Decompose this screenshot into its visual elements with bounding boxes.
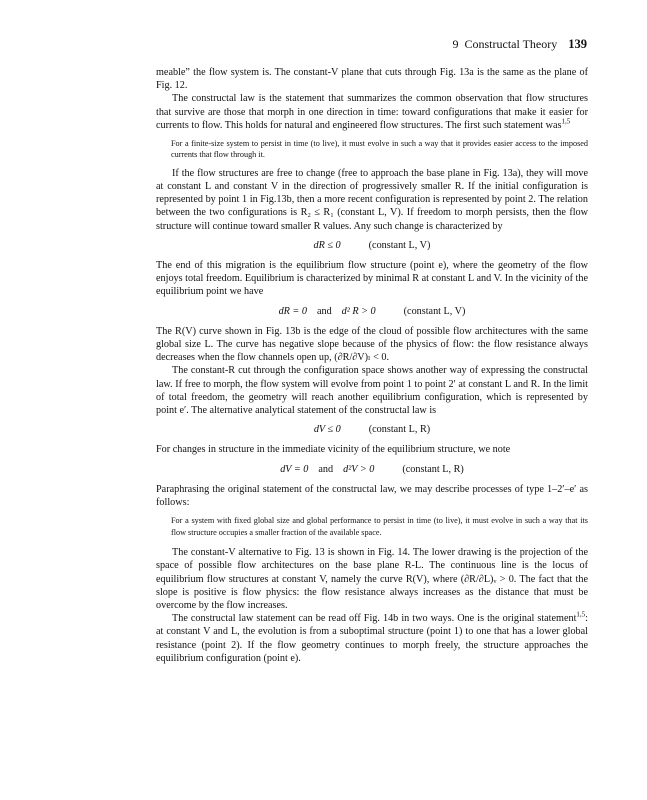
equation-condition: (constant L, V): [403, 305, 466, 317]
paragraph-equilibrium: The end of this migration is the equilibrium flow structure (point e), where the geometry of the flow enjoys total freedom. Equilibrium is characterized by minimal R at constant L and V. In the vicinity of the equilibrium point we have: [156, 260, 588, 298]
equation-expression-b: d²V > 0: [343, 463, 375, 475]
running-header: [452, 37, 587, 52]
equation-dV: [156, 423, 588, 436]
paragraph-text: The constructal law is the statement that summarizes the common observation that flow structures that survive are those that morph in one direction in time: toward configurations that make it easier for currents to flow. This holds for natural and engineered flow structures. The first such statement was: [156, 93, 588, 131]
block-quote-alternative-statement: For a system with fixed global size and global performance to persist in time (to live), it must evolve in such a way that its flow structure occupies a smaller fraction of the available space.: [171, 516, 588, 537]
equation-expression: dV ≤ 0: [313, 424, 341, 436]
paragraph-paraphrasing: Paraphrasing the original statement of the constructal law, we may describe processes of type 1–2′–e′ as follows:: [156, 483, 588, 509]
paragraph-immediate-vicinity: For changes in structure in the immediate vicinity of the equilibrium structure, we note: [156, 444, 511, 456]
equation-expression-b: d² R > 0: [341, 305, 376, 317]
paragraph-constant-v-alternative: The constant-V alternative to Fig. 13 is shown in Fig. 14. The lower drawing is the projection of the space of possible flow architectures on the base plane R-L. The continuous line is the locus of equilibrium flow structures at constant V, namely the curve R(V), where (∂R/∂L)ᵥ > 0. The fact that the slope is positive is flow physics: the flow resistance always increases as the distance that must be overcome by the flow increases.: [156, 547, 588, 611]
citation-ref: 1,5: [561, 117, 571, 126]
equation-expression-a: dV = 0: [280, 463, 309, 475]
paragraph-continuation: meable” the flow system is. The constant-V plane that cuts through Fig. 13a is the same as the plane of Fig. 12.: [156, 67, 588, 92]
paragraph-text-continued: : at constant V and L, the evolution is from a suboptimal structure (point 1) to one that has a lower global resistance (point 2). If the flow geometry continues to morph freely, the structure approaches the equilibrium configuration (point e).: [156, 613, 588, 664]
equation-dR: [156, 239, 588, 252]
paragraph-constant-r-cut: The constant-R cut through the configuration space shows another way of expressing the constructal law. If free to morph, the flow system will evolve from point 1 to point 2′ at constant L and R. In the limit of total freedom, the geometry will reach another equilibrium configuration, which is represented by point e′. The alternative analytical statement of the constructal law is: [156, 365, 588, 417]
chapter-title: Constructal Theory: [464, 37, 558, 51]
paragraph-fig14-reading: [156, 612, 588, 665]
body-text: [156, 66, 588, 665]
paragraph-constructal-law: [156, 92, 588, 132]
equation-expression: dR ≤ 0: [313, 239, 341, 251]
equation-expression-a: dR = 0: [278, 305, 307, 317]
page-number: 139: [568, 37, 587, 51]
paragraph-text: The constructal law statement can be read off Fig. 14b in two ways. One is the original statement: [172, 613, 577, 625]
equation-joiner: and: [318, 463, 334, 475]
paragraph-flow-structures: If the flow structures are free to change (free to approach the base plane in Fig. 13a), they will move at constant L and constant V in the direction of progressively smaller R. If the initial configuration is represented by point 1 in Fig.13b, then a more recent configuration is represented by point 2. The relation between the two configurations is R₂ ≤ R₁ (constant L, V). If freedom to morph persists, then the flow structure will continue toward smaller R values. Any such change is characterized by: [156, 167, 588, 232]
equation-dR-equilibrium: [156, 305, 588, 318]
paragraph-rv-curve: The R(V) curve shown in Fig. 13b is the edge of the cloud of possible flow architectures with the same global size L. The curve has negative slope because of the physics of flow: the flow resistance always decreases when the flow channels open up, (∂R/∂V)ₗ < 0.: [156, 325, 588, 364]
equation-condition: (constant L, R): [402, 463, 464, 475]
equation-joiner: and: [316, 305, 332, 317]
equation-dV-equilibrium: [156, 463, 588, 476]
equation-condition: (constant L, R): [368, 424, 431, 436]
block-quote-original-statement: For a finite-size system to persist in time (to live), it must evolve in such a way that it provides easier access to the imposed currents that flow through it.: [171, 139, 588, 160]
equation-condition: (constant L, V): [368, 239, 431, 251]
citation-ref: 1,5: [576, 610, 586, 619]
chapter-number: 9: [452, 37, 459, 51]
